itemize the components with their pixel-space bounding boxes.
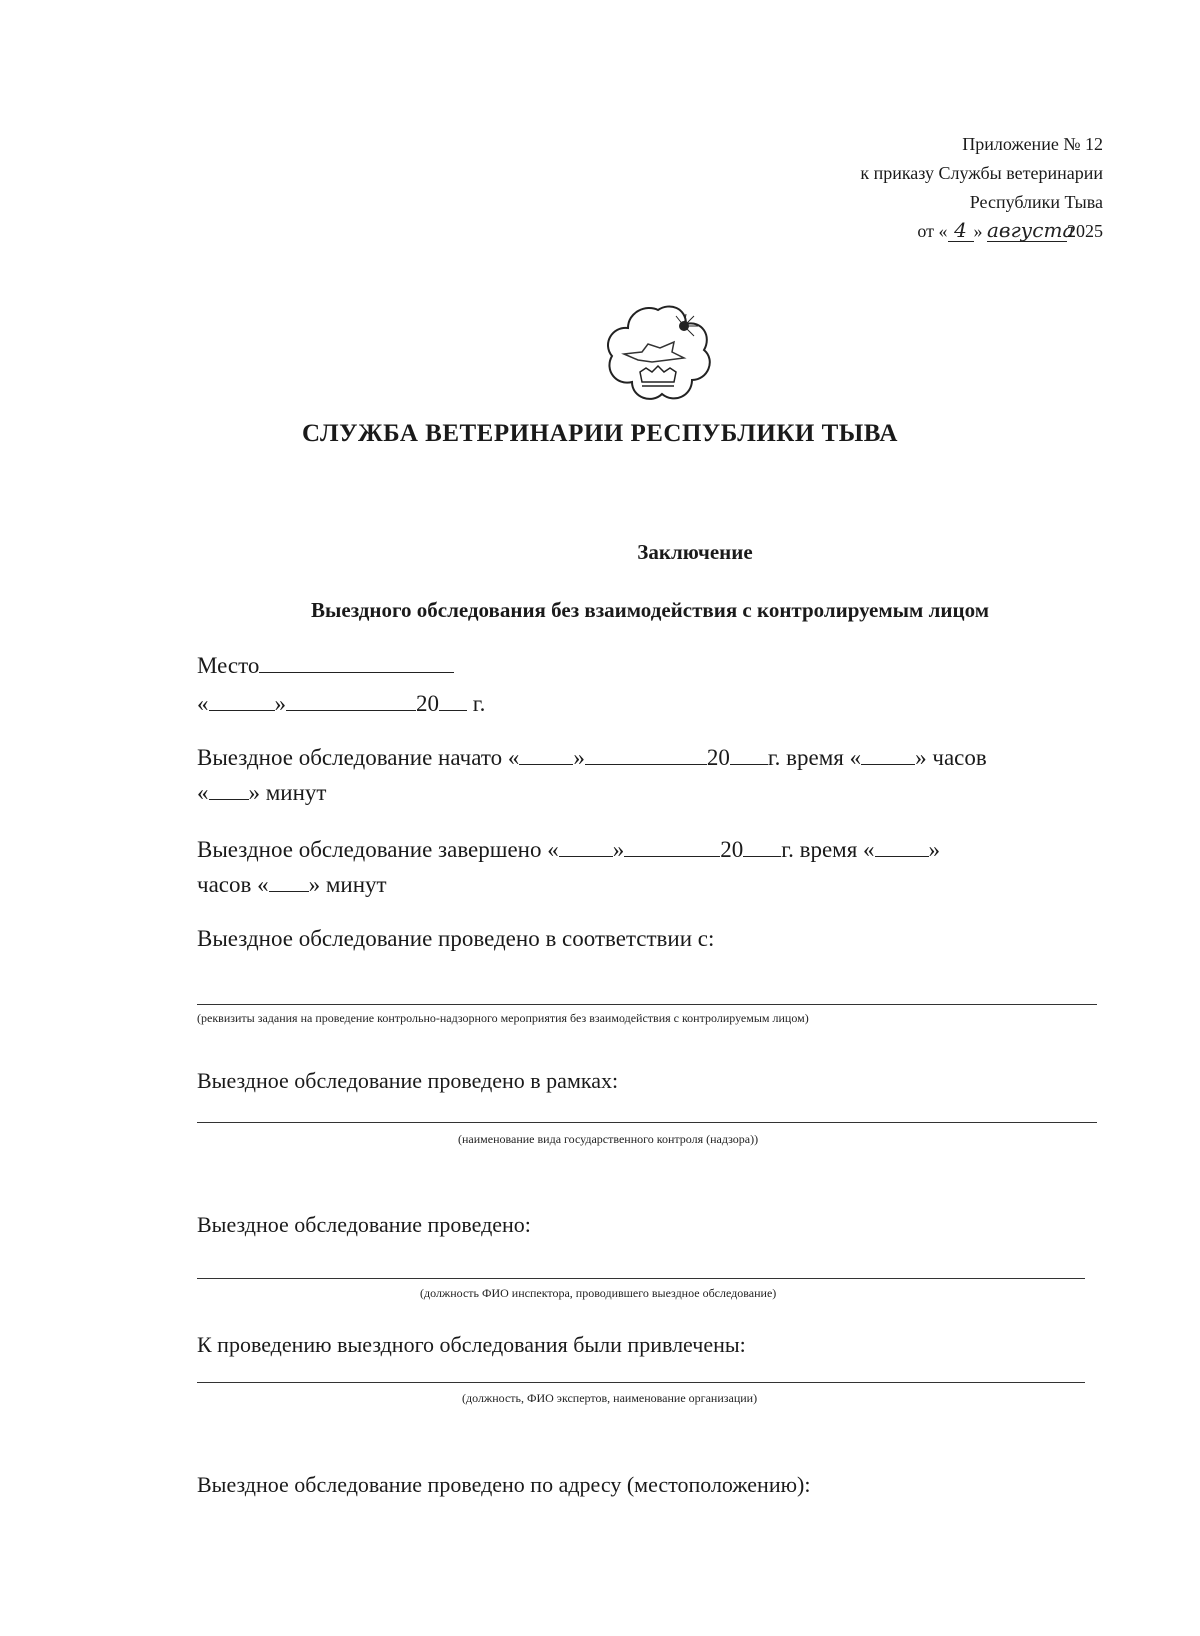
inspector-label: Выездное обследование проведено: <box>197 1212 531 1237</box>
appendix-date: от « 4 » августа2025 <box>917 218 1103 242</box>
place-year-blank[interactable] <box>439 686 467 711</box>
appendix-day-handwritten: 4 <box>948 219 974 242</box>
finished-field: Выездное обследование завершено « » 20 г. время « » часов « » минут <box>197 832 1102 902</box>
basis-line[interactable] <box>197 1004 1097 1005</box>
appendix-order-ref: к приказу Службы ветеринарии <box>860 163 1103 183</box>
started-month-blank[interactable] <box>585 740 707 765</box>
appendix-month-handwritten: августа <box>987 218 1075 242</box>
finished-month-blank[interactable] <box>624 832 720 857</box>
finished-day-blank[interactable] <box>559 832 613 857</box>
scope-caption: (наименование вида государственного контроля (надзора)) <box>458 1132 759 1146</box>
appendix-year: 2025 <box>1067 221 1103 241</box>
appendix-block <box>743 130 1103 246</box>
scope-label: Выездное обследование проведено в рамках: <box>197 1068 619 1093</box>
basis-caption: (реквизиты задания на проведение контрольно-надзорного мероприятия без взаимодействия с контролируемым лицом) <box>197 1011 809 1025</box>
finished-year-blank[interactable] <box>743 832 781 857</box>
basis-label: Выездное обследование проведено в соответствии с: <box>197 926 715 951</box>
finished-minutes-blank[interactable] <box>269 867 309 892</box>
started-field: Выездное обследование начато « » 20 г. время « » часов « » минут <box>197 740 1102 810</box>
tuva-emblem-icon <box>602 302 714 406</box>
started-day-blank[interactable] <box>519 740 573 765</box>
inspector-line[interactable] <box>197 1278 1085 1279</box>
started-year-blank[interactable] <box>730 740 768 765</box>
document-title: Заключение <box>637 540 753 564</box>
place-month-blank[interactable] <box>286 686 416 711</box>
address-label: Выездное обследование проведено по адресу (местоположению): <box>197 1472 811 1497</box>
organization-title: СЛУЖБА ВЕТЕРИНАРИИ РЕСПУБЛИКИ ТЫВА <box>302 420 898 447</box>
experts-caption: (должность, ФИО экспертов, наименование организации) <box>462 1391 758 1405</box>
scope-line[interactable] <box>197 1122 1097 1123</box>
experts-label: К проведению выездного обследования были привлечены: <box>197 1332 746 1357</box>
finished-hours-blank[interactable] <box>875 832 929 857</box>
started-minutes-blank[interactable] <box>209 775 249 800</box>
place-date-field: « » 20 г. <box>197 686 1102 721</box>
document-subtitle: Выездного обследования без взаимодействия с контролируемым лицом <box>311 598 989 622</box>
place-day-blank[interactable] <box>209 686 275 711</box>
appendix-republic: Республики Тыва <box>969 192 1103 212</box>
inspector-caption: (должность ФИО инспектора, проводившего выездное обследование) <box>420 1286 777 1300</box>
place-field: Место <box>197 648 1102 683</box>
place-blank[interactable] <box>259 648 454 673</box>
appendix-number: Приложение № 12 <box>962 134 1103 154</box>
started-hours-blank[interactable] <box>861 740 915 765</box>
experts-line[interactable] <box>197 1382 1085 1383</box>
